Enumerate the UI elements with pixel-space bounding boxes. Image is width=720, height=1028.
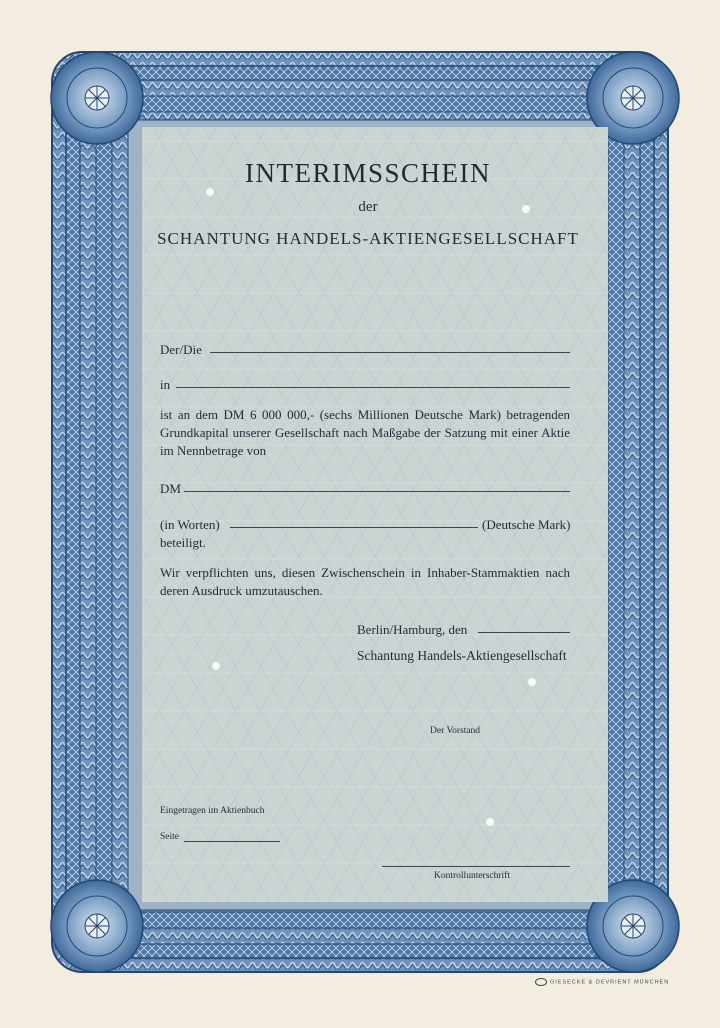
certificate-title: INTERIMSSCHEIN	[244, 158, 491, 188]
date-line[interactable]	[478, 632, 570, 633]
page-label: Seite	[160, 832, 179, 842]
dm-amount-line[interactable]	[184, 491, 570, 492]
punch-mark	[486, 818, 494, 826]
control-signature-line[interactable]	[382, 866, 570, 867]
corner-rosette-top-left	[51, 52, 143, 144]
beteiligt-text: beteiligt.	[160, 535, 206, 550]
printer-imprint	[535, 978, 669, 986]
obligation-paragraph: Wir verpflichten uns, diesen Zwischenschein in Inhaber-Stammaktien nach deren Ausdruck umzutauschen.	[160, 565, 570, 598]
board-label: Der Vorstand	[430, 726, 481, 736]
deutsche-mark-label: (Deutsche Mark)	[482, 517, 571, 532]
control-signature-label: Kontrollunterschrift	[434, 871, 510, 881]
in-worten-line[interactable]	[230, 527, 478, 528]
place-date-label: Berlin/Hamburg, den	[357, 622, 468, 637]
signing-company: Schantung Handels-Aktiengesellschaft	[357, 648, 567, 663]
certificate-der: der	[358, 199, 378, 215]
in-label: in	[160, 377, 171, 392]
dm-label: DM	[160, 481, 181, 496]
der-die-label: Der/Die	[160, 342, 202, 357]
capital-paragraph: ist an dem DM 6 000 000,- (sechs Millionen Deutsche Mark) betragenden Grundkapital unserer Gesellschaft nach Maßgabe der Satzung mit einer Aktie im Nennbetrage von	[160, 407, 570, 458]
in-line[interactable]	[176, 387, 570, 388]
punch-mark	[206, 188, 214, 196]
punch-mark	[212, 662, 220, 670]
printer-imprint-text: GIESECKE & DEVRIENT MÜNCHEN	[550, 979, 670, 986]
der-die-line[interactable]	[210, 352, 570, 353]
corner-rosette-bottom-left	[51, 880, 143, 972]
page-number-line[interactable]	[184, 841, 280, 842]
register-label: Eingetragen im Aktienbuch	[160, 806, 265, 816]
printer-logo-icon	[535, 978, 547, 986]
punch-mark	[528, 678, 536, 686]
in-worten-label: (in Worten)	[160, 517, 220, 532]
company-heading: SCHANTUNG HANDELS-AKTIENGESELLSCHAFT	[157, 229, 579, 248]
